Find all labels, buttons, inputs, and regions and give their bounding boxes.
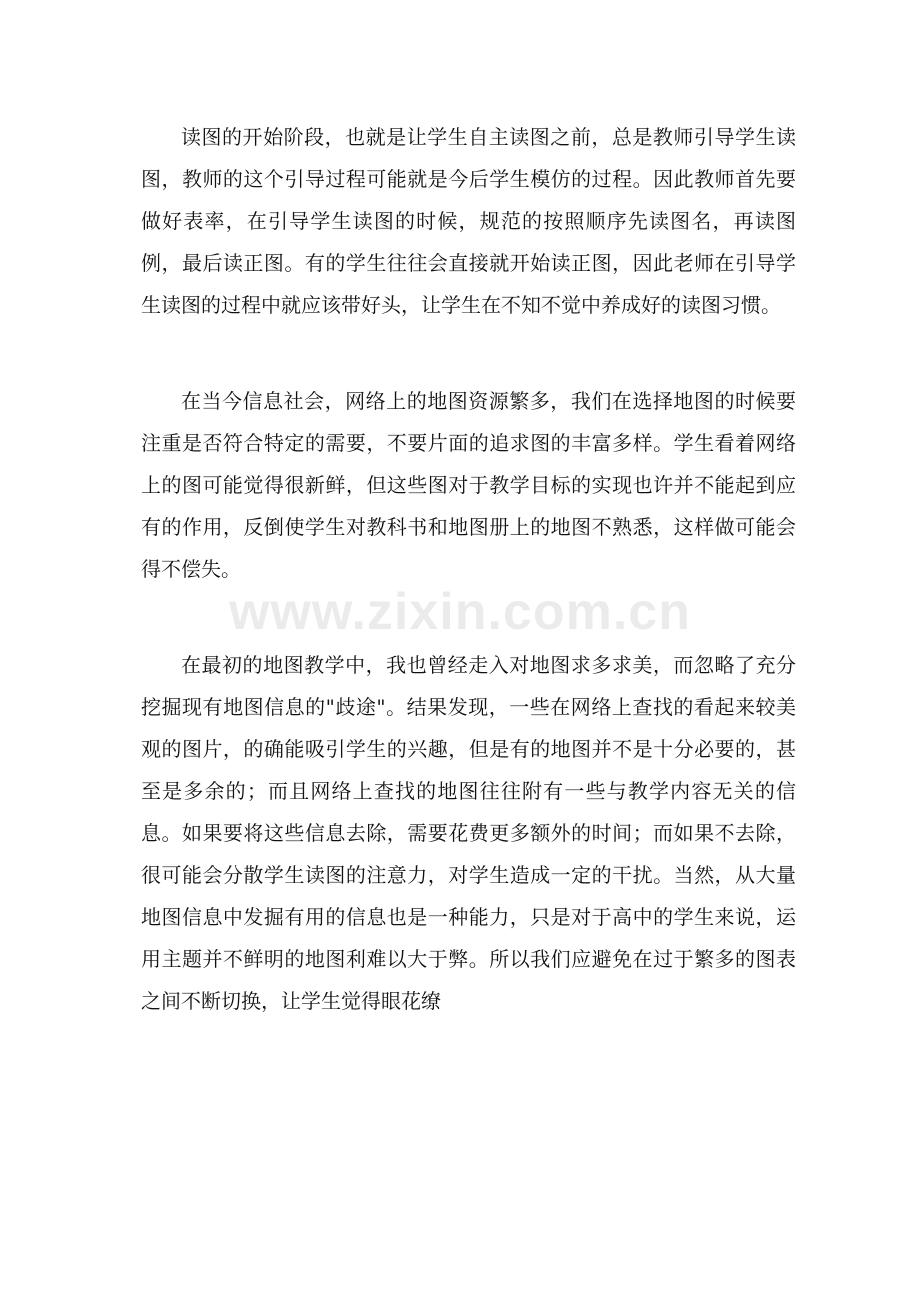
document-body	[141, 116, 796, 1022]
paragraph-2: 在当今信息社会，网络上的地图资源繁多，我们在选择地图的时候要注重是否符合特定的需要，不要片面的追求图的丰富多样。学生看着网络上的图可能觉得很新鲜，但这些图对于教学目标的实现也许并不能起到应有的作用，反倒使学生对教科书和地图册上的地图不熟悉，这样做可能会得不偿失。	[141, 389, 796, 581]
watermark-text: www.zixin.com.cn	[229, 583, 691, 641]
paragraph-3: 在最初的地图教学中，我也曾经走入对地图求多求美，而忽略了充分挖掘现有地图信息的"歧途"。结果发现，一些在网络上查找的看起来较美观的图片，的确能吸引学生的兴趣，但是有的地图并不是十分必要的，甚至是多余的；而且网络上查找的地图往往附有一些与教学内容无关的信息。如果要将这些信息去除，需要花费更多额外的时间；而如果不去除，很可能会分散学生读图的注意力，对学生造成一定的干扰。当然，从大量地图信息中发掘有用的信息也是一种能力，只是对于高中的学生来说，运用主题并不鲜明的地图利难以大于弊。所以我们应避免在过于繁多的图表之间不断切换，让学生觉得眼花缭	[141, 653, 796, 1013]
paragraph-1: 读图的开始阶段，也就是让学生自主读图之前，总是教师引导学生读图，教师的这个引导过程可能就是今后学生模仿的过程。因此教师首先要做好表率，在引导学生读图的时候，规范的按照顺序先读图名，再读图例，最后读正图。有的学生往往会直接就开始读正图，因此老师在引导学生读图的过程中就应该带好头，让学生在不知不觉中养成好的读图习惯。	[141, 125, 796, 317]
